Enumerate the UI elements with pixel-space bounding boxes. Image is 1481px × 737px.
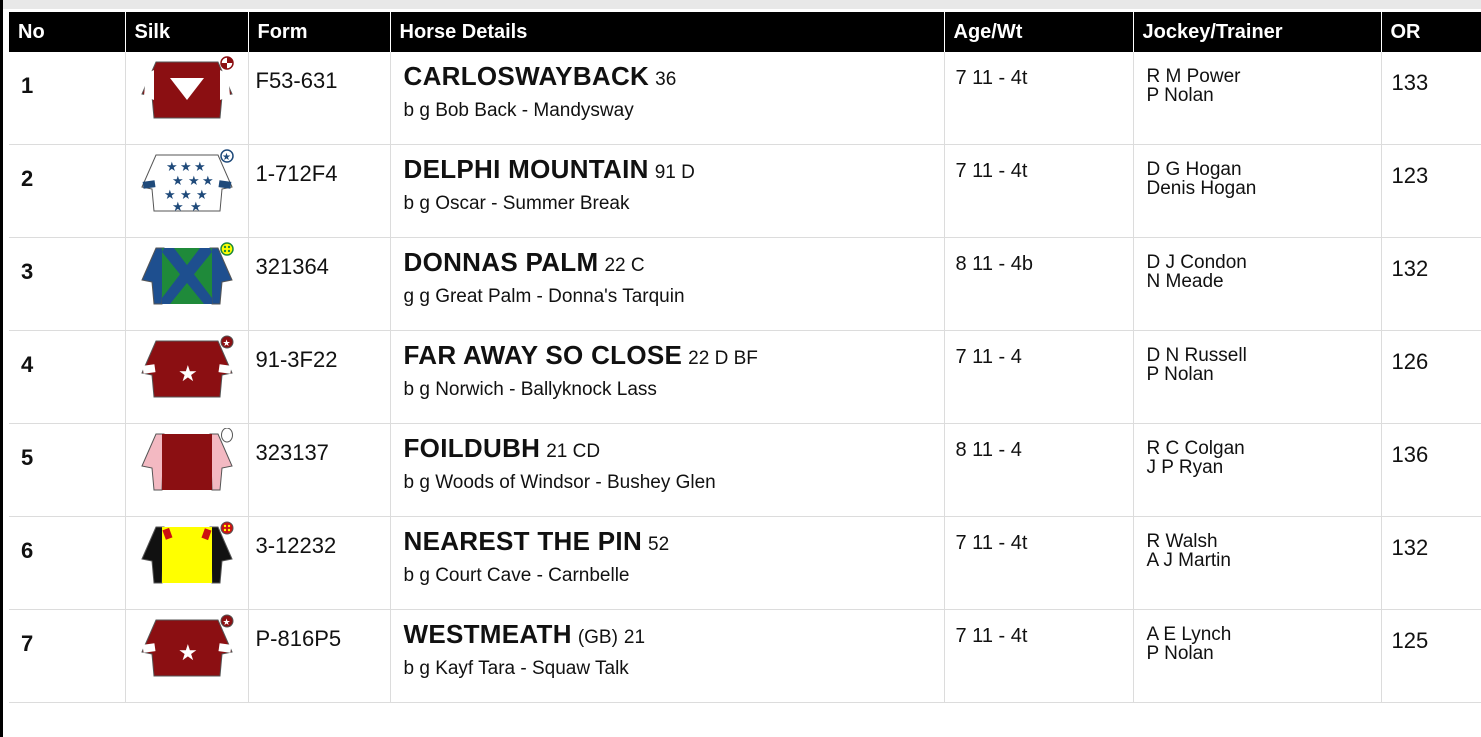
official-rating: 136 (1381, 424, 1481, 517)
runner-number: 2 (9, 145, 125, 238)
jockey-name[interactable]: D G Hogan (1146, 159, 1242, 180)
jockey-trainer (1133, 52, 1381, 145)
official-rating: 123 (1381, 145, 1481, 238)
svg-text:★: ★ (179, 188, 192, 203)
jockey-name[interactable]: R C Colgan (1146, 438, 1245, 459)
svg-text:★: ★ (171, 174, 184, 189)
horse-name[interactable]: NEAREST THE PIN (403, 526, 643, 556)
svg-text:★: ★ (165, 160, 178, 175)
horse-details (390, 145, 944, 238)
age-weight: 7 11 - 4t (944, 145, 1133, 238)
horse-details (390, 424, 944, 517)
green-blue-cross-belts-silk-icon (140, 242, 234, 306)
jockey-trainer (1133, 238, 1381, 331)
svg-text:★: ★ (221, 152, 231, 163)
col-header-no: No (9, 12, 125, 52)
horse-country: (GB) (577, 627, 618, 648)
table-row[interactable] (9, 610, 1481, 703)
official-rating: 132 (1381, 517, 1481, 610)
official-rating: 125 (1381, 610, 1481, 703)
trainer-name[interactable]: N Meade (1146, 271, 1224, 292)
svg-text:★: ★ (177, 641, 198, 666)
maroon-white-star-silk-icon (140, 335, 234, 399)
horse-name[interactable]: CARLOSWAYBACK (403, 61, 650, 91)
jockey-name[interactable]: A E Lynch (1146, 624, 1232, 645)
age-weight: 7 11 - 4t (944, 517, 1133, 610)
form-figures: 321364 (248, 238, 390, 331)
white-navy-stars-silk-icon (140, 149, 234, 213)
trainer-name[interactable]: P Nolan (1146, 643, 1214, 664)
jockey-trainer (1133, 610, 1381, 703)
jockey-name[interactable]: D J Condon (1146, 252, 1247, 273)
official-rating: 126 (1381, 331, 1481, 424)
jockey-name[interactable]: R Walsh (1146, 531, 1218, 552)
maroon-white-chevron-silk-icon (140, 56, 234, 120)
table-row[interactable] (9, 145, 1481, 238)
table-row[interactable] (9, 331, 1481, 424)
col-header-or: OR (1381, 12, 1481, 52)
horse-details (390, 610, 944, 703)
horse-details (390, 517, 944, 610)
silk-cell (125, 424, 248, 517)
header-row (9, 12, 1481, 52)
svg-text:★: ★ (201, 174, 214, 189)
svg-text:★: ★ (163, 188, 176, 203)
horse-days-since-run: 52 (648, 534, 670, 555)
left-border (0, 0, 3, 737)
horse-details (390, 52, 944, 145)
col-header-form: Form (248, 12, 390, 52)
trainer-name[interactable]: P Nolan (1146, 85, 1214, 106)
form-figures: F53-631 (248, 52, 390, 145)
age-weight: 8 11 - 4b (944, 238, 1133, 331)
horse-days-since-run: 21 CD (546, 441, 601, 462)
col-header-age-wt: Age/Wt (944, 12, 1133, 52)
svg-text:★: ★ (193, 160, 206, 175)
maroon-white-star-silk-icon (140, 614, 234, 678)
age-weight: 8 11 - 4 (944, 424, 1133, 517)
runner-number: 3 (9, 238, 125, 331)
horse-name[interactable]: DELPHI MOUNTAIN (403, 154, 649, 184)
silk-cell (125, 145, 248, 238)
runner-number: 7 (9, 610, 125, 703)
col-header-jockey-trainer: Jockey/Trainer (1133, 12, 1381, 52)
svg-text:★: ★ (222, 618, 231, 628)
horse-name[interactable]: FOILDUBH (403, 433, 541, 463)
table-row[interactable] (9, 517, 1481, 610)
form-figures: 3-12232 (248, 517, 390, 610)
horse-days-since-run: 21 (623, 627, 646, 648)
horse-breeding: b g Kayf Tara - Squaw Talk (403, 658, 629, 679)
horse-name[interactable]: DONNAS PALM (403, 247, 599, 277)
silk-cell (125, 331, 248, 424)
horse-days-since-run: 22 D BF (688, 348, 758, 369)
svg-text:★: ★ (187, 174, 200, 189)
horse-breeding: b g Oscar - Summer Break (403, 193, 630, 214)
table-row[interactable] (9, 52, 1481, 145)
horse-breeding: b g Court Cave - Carnbelle (403, 565, 630, 586)
age-weight: 7 11 - 4t (944, 610, 1133, 703)
runner-number: 6 (9, 517, 125, 610)
runner-number: 5 (9, 424, 125, 517)
svg-text:★: ★ (179, 160, 192, 175)
horse-breeding: b g Norwich - Ballyknock Lass (403, 379, 657, 400)
horse-details (390, 331, 944, 424)
svg-text:★: ★ (189, 200, 202, 213)
yellow-black-sleeves-silk-icon (140, 521, 234, 585)
form-figures: 1-712F4 (248, 145, 390, 238)
trainer-name[interactable]: J P Ryan (1146, 457, 1224, 478)
horse-breeding: g g Great Palm - Donna's Tarquin (403, 286, 685, 307)
age-weight: 7 11 - 4 (944, 331, 1133, 424)
svg-text:★: ★ (195, 188, 208, 203)
jockey-name[interactable]: D N Russell (1146, 345, 1247, 366)
col-header-silk: Silk (125, 12, 248, 52)
table-row[interactable] (9, 238, 1481, 331)
runner-number: 4 (9, 331, 125, 424)
trainer-name[interactable]: Denis Hogan (1146, 178, 1257, 199)
silk-cell (125, 610, 248, 703)
jockey-trainer (1133, 145, 1381, 238)
jockey-trainer (1133, 517, 1381, 610)
top-gutter (0, 0, 1481, 9)
form-figures: 323137 (248, 424, 390, 517)
form-figures: 91-3F22 (248, 331, 390, 424)
horse-breeding: b g Woods of Windsor - Bushey Glen (403, 472, 716, 493)
official-rating: 133 (1381, 52, 1481, 145)
trainer-name[interactable]: P Nolan (1146, 364, 1214, 385)
jockey-trainer (1133, 424, 1381, 517)
jockey-trainer (1133, 331, 1381, 424)
horse-breeding: b g Bob Back - Mandysway (403, 100, 634, 121)
svg-text:★: ★ (171, 200, 184, 213)
horse-details (390, 238, 944, 331)
trainer-name[interactable]: A J Martin (1146, 550, 1231, 571)
jockey-name[interactable]: R M Power (1146, 66, 1241, 87)
maroon-pink-sleeves-silk-icon (140, 428, 234, 492)
silk-cell (125, 52, 248, 145)
official-rating: 132 (1381, 238, 1481, 331)
racecard-table (9, 12, 1481, 703)
horse-days-since-run: 91 D (654, 162, 695, 183)
form-figures: P-816P5 (248, 610, 390, 703)
horse-days-since-run: 36 (655, 69, 677, 90)
horse-name[interactable]: FAR AWAY SO CLOSE (403, 340, 683, 370)
horse-name[interactable]: WESTMEATH (403, 619, 572, 649)
table-row[interactable] (9, 424, 1481, 517)
horse-days-since-run: 22 C (604, 255, 645, 276)
svg-text:★: ★ (222, 339, 231, 349)
age-weight: 7 11 - 4t (944, 52, 1133, 145)
col-header-horse-details: Horse Details (390, 12, 944, 52)
silk-cell (125, 238, 248, 331)
svg-text:★: ★ (177, 362, 198, 387)
silk-cell (125, 517, 248, 610)
runner-number: 1 (9, 52, 125, 145)
